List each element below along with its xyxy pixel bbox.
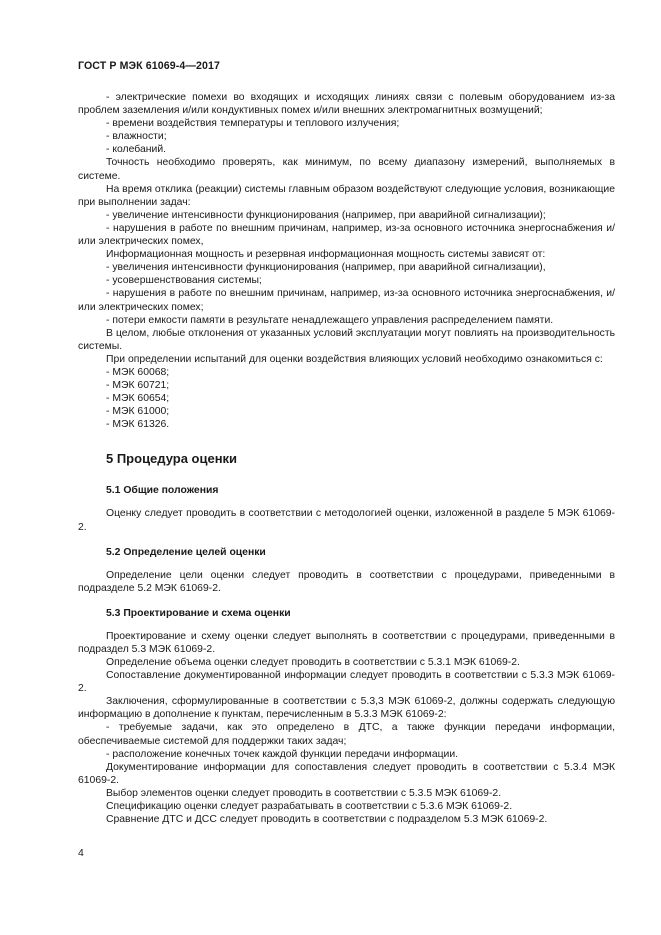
list-item: - влажности;	[106, 131, 167, 143]
list-item: - требуемые задачи, как это определено в ДТС, а также функции передачи информации, обеспечиваемые системой для поддержки таких задач;	[78, 722, 615, 747]
list-item: - расположение конечных точек каждой функции передачи информации.	[106, 748, 459, 760]
list-item: - колебаний.	[106, 144, 167, 156]
paragraph: Определение цели оценки следует проводить в соответствии с процедурами, приведенными в подразделе 5.2 МЭК 61069-2.	[78, 569, 615, 594]
paragraph: При определении испытаний для оценки воздействия влияющих условий необходимо ознакомиться с:	[106, 353, 603, 365]
paragraph: Точность необходимо проверять, как минимум, по всему диапазону измерений, выполняемых в системе.	[78, 157, 615, 182]
paragraph: Заключения, сформулированные в соответствии с 5.3,3 МЭК 61069-2, должны содержать следующую информацию в дополнение к пунктам, перечисленным в 5.3.3 МЭК 61069-2:	[78, 696, 615, 721]
paragraph: Сравнение ДТС и ДСС следует проводить в соответствии с подразделом 5.3 МЭК 61069-2.	[106, 814, 548, 826]
page-number: 4	[78, 848, 84, 859]
section-title: 5 Процедура оценки	[106, 451, 238, 467]
paragraph: На время отклика (реакции) системы главным образом воздействуют следующие условия, возникающие при выполнении задач:	[78, 183, 615, 208]
subsection-title: 5.1 Общие положения	[106, 485, 219, 497]
list-item: - МЭК 60654;	[106, 393, 170, 405]
list-item: - увеличения интенсивности функционирования (например, при аварийной сигнализации),	[106, 262, 546, 274]
paragraph: Документирование информации для сопоставления следует проводить в соответствии с 5.3.4 МЭК 61069-2.	[78, 761, 615, 786]
paragraph: Определение объема оценки следует проводить в соответствии с 5.3.1 МЭК 61069-2.	[106, 657, 520, 668]
list-item: - электрические помехи во входящих и исходящих линиях связи с полевым оборудованием из-за проблем заземления и/или кондуктивных помех и/или внешних электромагнитных возмущений;	[78, 92, 615, 117]
list-item: - нарушения в работе по внешним причинам, например, из-за основного источника энергоснабжения, и/или электрических помех;	[78, 288, 615, 313]
list-item: - МЭК 61326.	[106, 419, 170, 431]
paragraph: Оценку следует проводить в соответствии с методологией оценки, изложенной в разделе 5 МЭК 61069-2.	[78, 508, 615, 533]
paragraph: Выбор элементов оценки следует проводить в соответствии с 5.3.5 МЭК 61069-2.	[106, 787, 502, 799]
list-item: - МЭК 60721;	[106, 380, 170, 392]
list-item: - МЭК 60068;	[106, 366, 170, 378]
paragraph: Сопоставление документированной информации следует проводить в соответствии с 5.3.3 МЭК 61069-2.	[78, 670, 615, 695]
paragraph: Спецификацию оценки следует разрабатывать в соответствии с 5.3.6 МЭК 61069-2.	[106, 801, 513, 813]
list-item: - усовершенствования системы;	[106, 275, 262, 287]
list-item: - МЭК 61000;	[106, 406, 170, 418]
list-item: - увеличение интенсивности функционирования (например, при аварийной сигнализации);	[106, 209, 546, 221]
document-body	[78, 91, 615, 826]
list-item: - времени воздействия температуры и теплового излучения;	[106, 118, 400, 130]
subsection-title: 5.2 Определение целей оценки	[106, 546, 266, 558]
paragraph: В целом, любые отклонения от указанных условий эксплуатации могут повлиять на производительность системы.	[78, 327, 615, 352]
list-item: - потери емкости памяти в результате ненадлежащего управления распределением памяти.	[106, 314, 554, 326]
list-item: - нарушения в работе по внешним причинам, например, из-за основного источника энергоснабжения и/или электрических помех,	[78, 222, 615, 248]
paragraph: Информационная мощность и резервная информационная мощность системы зависят от:	[106, 249, 546, 261]
paragraph: Проектирование и схему оценки следует выполнять в соответствии с процедурами, приведенными в подраздел 5.3 МЭК 61069-2.	[78, 630, 615, 655]
subsection-title: 5.3 Проектирование и схема оценки	[106, 607, 291, 619]
document-header: ГОСТ Р МЭК 61069-4—2017	[78, 60, 221, 72]
